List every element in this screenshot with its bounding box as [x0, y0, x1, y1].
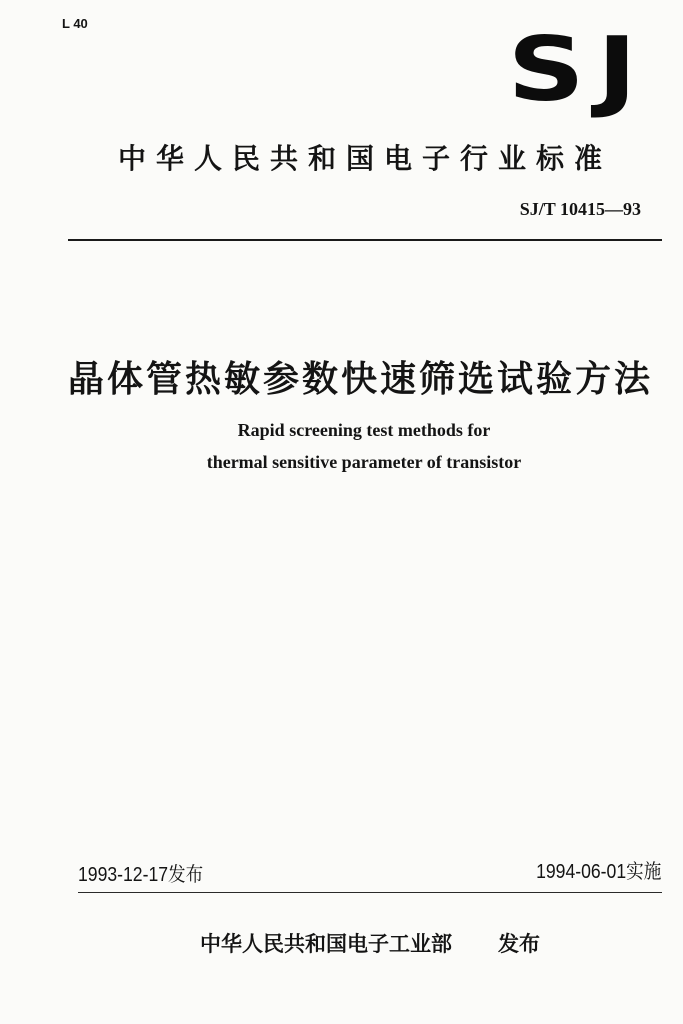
standard-number: SJ/T 10415—93	[519, 199, 641, 219]
issue-date: 1993-12-17发布	[78, 864, 204, 886]
industry-standard-header: 中华人民共和国电子行业标准	[118, 142, 613, 175]
implementation-date: 1994-06-01实施	[535, 861, 661, 883]
document-title-english-line-1: Rapid screening test methods for	[237, 420, 491, 440]
issuing-authority: 中华人民共和国电子工业部	[200, 932, 452, 956]
footer-divider	[78, 892, 662, 893]
sj-logo: SJ	[507, 18, 649, 121]
classification-code: L 40	[62, 16, 88, 31]
issuing-action: 发布	[498, 932, 540, 956]
document-title-english-line-2: thermal sensitive parameter of transistor	[206, 452, 522, 472]
document-title-chinese: 晶体管热敏参数快速筛选试验方法	[68, 359, 654, 400]
header-divider	[68, 239, 662, 241]
